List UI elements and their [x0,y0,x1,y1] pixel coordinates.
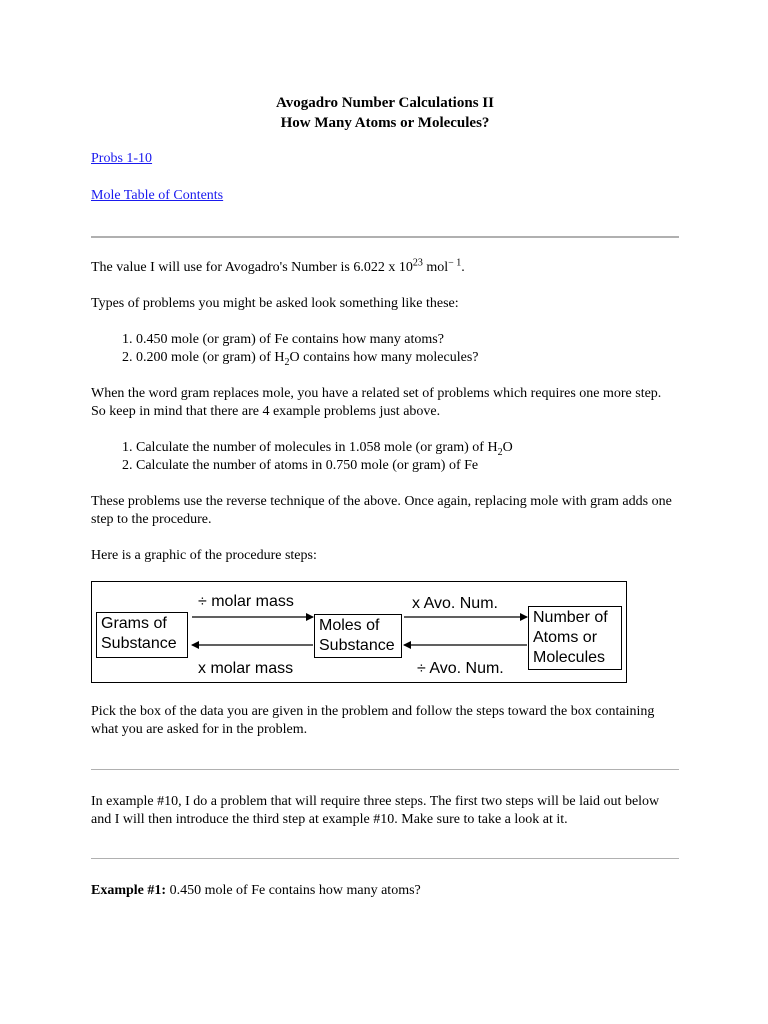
list-item-text: Calculate the number of molecules in 1.058 mole (or gram) of H [136,440,498,455]
list-item [136,349,724,367]
avogadro-prefix: The value I will use for Avogadro's Number is 6.022 x 10 [91,260,413,275]
title-line-1: Avogadro Number Calculations II [276,95,494,111]
list-item [136,457,724,475]
mole-toc-link[interactable]: Mole Table of Contents [91,188,224,203]
probs-link-row [91,150,152,168]
times-molar-mass-label: x molar mass [198,660,294,677]
diagram-arrows [92,582,628,684]
avogadro-unit: mol [422,260,449,275]
list-item-text: 0.200 mole (or gram) of H [136,350,285,365]
toc-link-row [91,187,223,205]
divider-line [91,769,679,770]
moles-of-substance-box: Moles of Substance [314,614,402,658]
top-divider [91,236,679,238]
avogadro-value-text [91,259,679,277]
list-item-text: 0.450 mole (or gram) of Fe contains how many atoms? [136,332,444,347]
list-item-text: Calculate the number of atoms in 0.750 mole (or gram) of Fe [136,458,479,473]
page-title [91,93,679,133]
list-item [136,439,724,457]
subscript: 2 [284,356,290,368]
lower-divider [91,858,679,859]
reverse-paragraph: These problems use the reverse technique of the above. Once again, replacing mole with gram adds one step to the procedure. [91,494,672,527]
types-intro-text: Types of problems you might be asked look something like these: [91,296,459,311]
times-avo-num-label: x Avo. Num. [412,595,498,612]
avogadro-suffix: . [461,260,465,275]
subscript: 2 [497,446,503,458]
divide-molar-mass-label: ÷ molar mass [198,593,294,610]
list-item-text: O [502,440,513,455]
example-1-heading [91,882,679,900]
graphic-intro-text: Here is a graphic of the procedure steps: [91,548,317,563]
procedure-diagram [91,581,627,683]
list-item-text: O contains how many molecules? [289,350,479,365]
title-line-2: How Many Atoms or Molecules? [280,115,490,131]
number-of-atoms-box: Number of Atoms or Molecules [528,606,622,670]
avogadro-exponent: 23 [412,257,423,269]
example-1-label: Example #1: [91,883,167,898]
problem-types-list [91,331,724,367]
pick-box-paragraph: Pick the box of the data you are given in the problem and follow the steps toward the box containing what you are asked for in the problem. [91,704,655,737]
document-page [91,0,679,898]
divide-avo-num-label: ÷ Avo. Num. [417,660,504,677]
avogadro-unit-exponent: − 1 [448,257,462,269]
calculate-list [91,439,724,475]
middle-divider [91,769,679,770]
gram-paragraph: When the word gram replaces mole, you have a related set of problems which requires one more step. So keep in mind that there are 4 example problems just above. [91,386,662,419]
example-1-text: 0.450 mole of Fe contains how many atoms? [166,883,421,898]
divider-line [91,858,679,859]
divider-line [91,236,679,238]
list-item [136,331,724,349]
grams-of-substance-box: Grams of Substance [96,612,188,658]
example10-paragraph: In example #10, I do a problem that will require three steps. The first two steps will be laid out below and I will then introduce the third step at example #10. Make sure to take a look at it. [91,794,660,827]
probs-link[interactable]: Probs 1-10 [91,151,153,166]
